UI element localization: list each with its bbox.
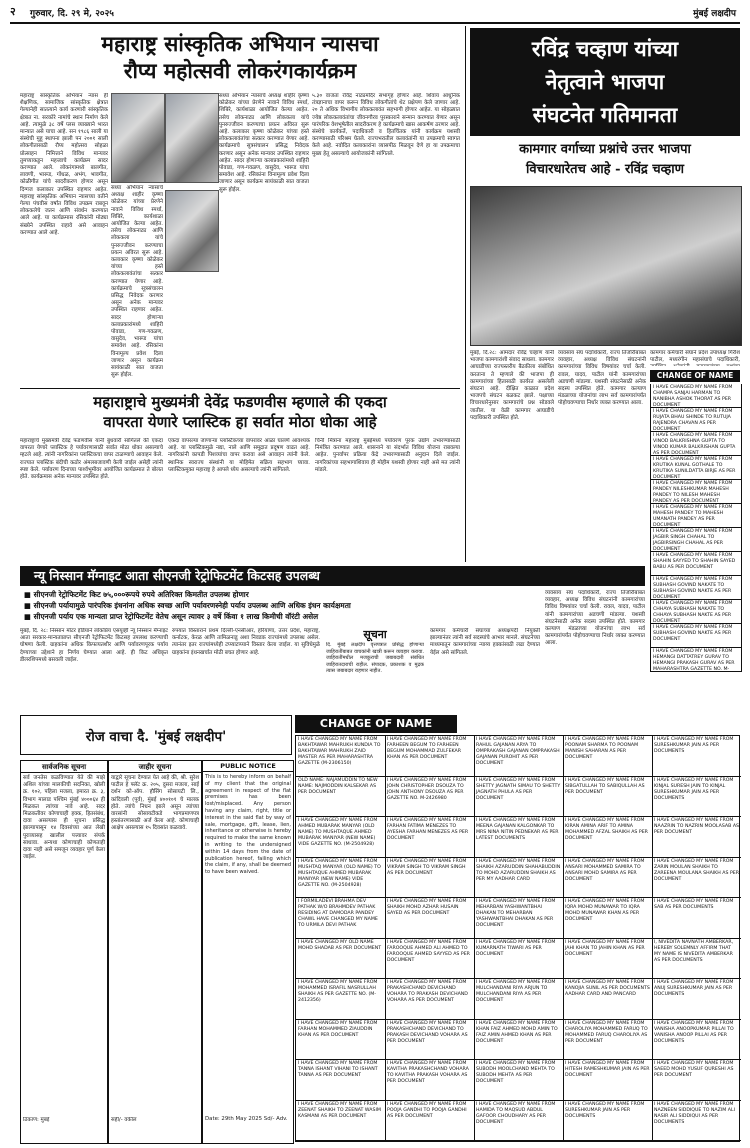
change-of-name-entry: I HAVE CHANGED MY NAME FROM HAMIDA TO MAQSUD ABDUL GAFOOR CHOUDHARY AS PER DOCUMENT	[474, 1101, 563, 1142]
notice-box: सूचना दि. मुंबई लक्षदीप वृत्तपत्रात प्रसिद्ध होणाऱ्या जाहिरातींबाबत वाचकांनी खात्री करून व्यवहार करावा. जाहिरातींमधील मजकुराची जबाबदारी संबंधित जाहिरातदाराची राहील. संपादक, प्रकाशक व मुद्रक त्यास जबाबदार राहणार नाहीत.	[326, 628, 424, 675]
change-of-name-entry: I HAVE CHANGED MY NAME FROM JAHI KHAN TO JAHIN KHAN AS PER DOCUMENT	[563, 939, 652, 980]
change-of-name-entry: I HAVE CHANGED MY NAME FROM SURESHKUMAR JAIN AS PER DOCUMENTS	[652, 736, 741, 777]
article4-col2: रुपयात विस्ताराने प्रथम दिल्ली-एनसीआर, हरियाणा, उत्तर प्रदेश, महाराष्ट्र, कर्नाटक, केरळ आणि तामिळनाडू अशा निवडक राज्यांमध्ये उपलब्ध असेल. त्यानंतर इतर राज्यांमध्येही टप्प्याटप्प्याने विस्तार केला जाईल. या सुविधेमुळे ग्राहकांना इंधनखर्चात मोठी बचत होणार आहे.	[172, 628, 320, 656]
article1-col3: ५.३० वाजता रविंद्र नाट्यमंदिर सभागृह होणार आहे. शिवाय आधुनिक तंत्रज्ञानाचा वापर करून विविध लोकगीतांचे थेट प्रक्षेपण केले जाणार आहे. २० ते अधिक विभागीय लोककलावंत सहभागी होणार आहेत. या सोहळ्यात ज्येष्ठ लोककलावंतांचा जीवनगौरव पुरस्काराने सन्मान करण्यात येणार असून पारंपरिक वेशभूषेतील सादरीकरण हे कार्यक्रमाचे खास आकर्षण ठरणार आहे. संस्थेचे कार्यकर्ते, पदाधिकारी व हितचिंतक यांनी कार्यक्रम यशस्वी करण्यासाठी परिश्रम घेतले. राज्यभरातील कलावंतांनी या उपक्रमाचे स्वागत केले आहे. नवोदित कलाकारांना व्यासपीठ मिळवून देणे हा या उपक्रमाचा मुख्य हेतू असल्याचे आयोजकांनी सांगितले.	[312, 93, 460, 157]
article1-col2a: सध्या अभियान न्यासाचे अध्यक्ष शाहीर कृष्णा कोळेकर यांच्या प्रेरणेने नावाने विविध स्पर्धा, शिबिरे, कार्यशाळा आयोजित केल्या आहेत. तसेच लोकनाट्य आणि लोककला यांचे पुनरुज्जीवन करण्याचा प्रयत्न अविरत सुरू आहे. कलाकार कृष्णा कोळेकर यांच्या हस्ते लोककलावंतांचा सत्कार करण्यात येणार आहे. कार्यक्रमाचे सूत्रसंचालन प्रसिद्ध निवेदक करणार असून अनेक मान्यवर उपस्थित राहणार आहेत. सादर होणाऱ्या कलाप्रकारांमध्ये शाहिरी पोवाडा, गण-गवळण, वासुदेव, भारूड यांचा समावेश आहे. रसिकांना विनामूल्य प्रवेश दिला जाणार असून कार्यक्रम सायंकाळी सात वाजता सुरू होईल.	[111, 185, 163, 379]
change-of-name-entry: I HAVE CHANGED MY NAME FROM MUSHTAQ MANYAR (OLD NAME) TO MUSHTAQUE AHMED MUBARAK MANIYAR (NEW NAME) VIDE GAZETTE NO. (M-2504928)	[296, 858, 385, 899]
change-of-name-entry: I HAVE CHANGED MY NAME FROM VINOD BALKRISHNA GUPTA TO VINOD KUMAR BALKRISHAN GUPTA AS PER DOCUMENT	[651, 432, 741, 456]
change-of-name-entry: I HAVE CHANGED MY NAME FROM ZARIN MOULAN SHAIKH TO ZAREENA MOULANA SHAIKH AS PER DOCUMENT	[652, 858, 741, 899]
person-photo	[165, 93, 219, 183]
change-of-name-entry: I HAVE CHANGED MY NAME FROM FAROOQUE AHMED ALI AHMED TO FAROOQUE AHMED SAYYED AS PER DOCUMENT	[385, 939, 474, 980]
change-of-name-entry: I HAVE CHANGED MY NAME FROM NAAZRIN TO NAZRIN MOOLASAB AS PER DOCUMENT	[652, 817, 741, 858]
article2-subheadline: कामगार वर्गाच्या प्रश्नांचे उत्तर भाजपा विचारधारेतच आहे - रविंद्र चव्हाण	[519, 142, 691, 177]
change-of-name-entry: I HAVE CHANGED MY NAME FROM ZEENAT SHAIKH TO ZEENAT WASIM KASMANI AS PER DOCUMENT	[296, 1101, 385, 1142]
change-of-name-entry: I HAVE CHANGED MY NAME FROM RAHUL GAJANAN ARYA TO OMPRAKASH GAJANAN OMPRAKASH GAJANAN PUROHIT AS PER DOCUMENT	[474, 736, 563, 777]
change-of-name-entry: I HAVE CHANGED MY NAME FROM KINJAL SURESH JAIN TO KINJAL SURESHKUMAR JAIN AS PER DOCUMENTS	[652, 777, 741, 818]
change-of-name-entry: I HAVE CHANGED MY NAME FROM JOHN CHRISTOPHER DSOUZA TO JOHN ANTHONY DSOUZA AS PER GAZETTE NO. M-2426980	[385, 777, 474, 818]
change-of-name-entry: I HAVE CHANGED MY NAME FROM FARHAN FATIMA MENEZES TO AYESHA FARHAN MENEZES AS PER DOCUMENT	[385, 817, 474, 858]
change-of-name-entry: I HAVE CHANGED MY NAME FROM AHMED MUBARAK MANYAR (OLD NAME) TO MUSHTAQUE AHMED MUBARAK MANIYAR (NEW NAME) VIDE GAZETTE NO. (M-2504928)	[296, 817, 385, 858]
issue-date: गुरुवार, दि. २९ मे, २०२५	[30, 9, 114, 19]
change-of-name-entry: I HAVE CHANGED MY NAME FROM SUBODH MOOLCHAND MEHTA TO SUBODH MEHTA AS PER DOCUMENT	[474, 1060, 563, 1101]
change-of-name-entry: I HAVE CHANGED MY NAME FROM SHETTY JAGNATH SIMAU TO SHETTY JAGNATH PHULA AS PER DOCUMENT	[474, 777, 563, 818]
change-of-name-entry: I HAVE CHANGED MY NAME FROM SURESHKUMAR JAIN AS PER DOCUMENTS	[563, 1101, 652, 1142]
change-of-name-heading: CHANGE OF NAME	[650, 370, 740, 382]
change-of-name-entry: I HAVE CHANGED MY NAME FROM TANNA ISHANT VIHANI TO ISHANT TANNA AS PER DOCUMENT	[296, 1060, 385, 1101]
change-of-name-entry: I HAVE CHANGED MY NAME FROM MULCHANDANI RIYA ARJUN TO MULCHANDANI RIYA AS PER DOCUMENT	[474, 979, 563, 1020]
change-of-name-entry: I HAVE CHANGED MY NAME FROM IQRA MOHD MUNAWAR TO IQRA MOHD MUNAWAR KHAN AS PER DOCUMENT	[563, 898, 652, 939]
change-of-name-entry: I HAVE CHANGED MY NAME FROM SUBHASH GOVIND NAKTE AS PER DOCUMENT	[651, 624, 741, 648]
change-of-name-column	[385, 736, 475, 1141]
person-photo	[165, 190, 219, 272]
change-of-name-entry: I HAVE CHANGED MY OLD NAME MOHD SHADAB AS PER DOCUMENT	[296, 939, 385, 980]
page-number: २	[10, 5, 16, 18]
article1-col1: महाराष्ट्र सांस्कृतिक अभियान न्यास ही शैक्षणिक, सामाजिक सांस्कृतिक क्षेत्रात गेल्यानेही सातत्याने कार्य करणारी सांस्कृतिक क्षेत्रात ना. सरकोरे नामांचे स्थान निर्माण केले आहे. त्यामुळे ३८ वर्षे प्लस व्याख्याने भारत मान्यात असे याचा आहे. सन १९८६ साली या संस्थेची मुहू स्थापना झाली पन २००१ साली लोकगीतासाठी रौप्य महोत्सव सोहळा प्रोत्साहन निमित्ताने विविध मान्यवर तुमच्याकडून महत्त्वाचे कार्यक्रम सादर करण्यात आले. लोकरंगामध्ये बालगीत, लावणी, भारूड, गोंधळ, अभंग, भावगीत, कोळीगीत यांचे सादरीकरण होणार असून दिग्गज कलाकार उपस्थित राहणार आहेत. महाराष्ट्र सांस्कृतिक अभियान न्यासच्या वतीने गेल्या पंचवीस वर्षांत विविध उपक्रम राबवून लोककलेचे जतन आणि संवर्धन करण्यात आले आहे. या कार्यक्रमास रसिकांनी मोठ्या संख्येने उपस्थित राहावे असे आवाहन करण्यात आले आहे.	[20, 93, 108, 236]
article1-col2b: सध्या अभियान न्यासाचे अध्यक्ष शाहीर कृष्णा कोळेकर यांच्या प्रेरणेने नावाने विविध स्पर्धा, शिबिरे, कार्यशाळा आयोजित केल्या आहेत. तसेच लोकनाट्य आणि लोककला यांचे पुनरुज्जीवन करण्याचा प्रयत्न अविरत सुरू आहे. कलाकार कृष्णा कोळेकर यांच्या हस्ते लोककलावंतांचा सत्कार करण्यात येणार आहे. कार्यक्रमाचे सूत्रसंचालन प्रसिद्ध निवेदक करणार असून अनेक मान्यवर उपस्थित राहणार आहेत. सादर होणाऱ्या कलाप्रकारांमध्ये शाहिरी पोवाडा, गण-गवळण, वासुदेव, भारूड यांचा समावेश आहे. रसिकांना विनामूल्य प्रवेश दिला जाणार असून कार्यक्रम सायंकाळी सात वाजता सुरू होईल.	[219, 93, 309, 193]
change-of-name-entry: I HAVE CHANGED MY NAME FROM SAEED MOHD YUSUF QURESHI AS PER DOCUMENT	[652, 1060, 741, 1101]
section-divider	[20, 388, 460, 389]
change-of-name-entry: I HAVE CHANGED MY NAME FROM SHAHIN SAYYED TO SHAHIN SAYED BABU AS PER DOCUMENT	[651, 552, 741, 576]
change-of-name-entry: I HAVE CHANGED MY NAME FROM ANUJ SURESHKUMAR JAIN AS PER DOCUMENTS	[652, 979, 741, 1020]
change-of-name-entry: I HAVE CHANGED MY NAME FROM BAKHTAWAR MAHRUKH KUNDIA TO BAKHTAWAR MAHRUKH ZAID MASTER AS PER MAHARASHTRA GAZETTE (M-2306150)	[296, 736, 385, 777]
article3-col2: एकदा वापरल्या जाणाऱ्या प्लास्टिकच्या वापरावर आळा घालणे आवश्यक आहे. या प्लास्टिकमुळे नद्या, नाले आणि समुद्रात प्रदूषण वाढत आहे. नागरिकांनी कापडी पिशव्यांचा वापर करावा असे आवाहन त्यांनी केले. स्थानिक स्वराज्य संस्थांनी या मोहिमेत सक्रिय सहभाग घ्यावा. प्लास्टिकमुक्त महाराष्ट्र हे आपले ध्येय असल्याचे त्यांनी सांगितले.	[168, 438, 310, 473]
change-of-name-entry: I HAVE CHANGED MY NAME FROM HITESH RAMESHKUMAR JAIN AS PER DOCUMENT	[563, 1060, 652, 1101]
change-of-name-entry: I FORMILADEVI BRAHMA DEV PATHAK W/O BRAHMDEV PATHAK RESIDING AT DAMODAR PANDEY CHAWL HAVE CHANGED MY NAME TO URMILA DEVI PATHAK	[296, 898, 385, 939]
change-of-name-entry: I HAVE CHANGED MY NAME FROM PANDEY NILESHKUMAR MAHESH PANDEY TO NILESH MAHESH PANDEY AS PER DOCUMENT	[651, 480, 741, 504]
article3-col1: महाराष्ट्राचे मुख्यमंत्री देवेंद्र फडणवीस यांनी बुधवारी सांगितले की एकदा वापरता येणारे प्लास्टिक हे पर्यावरणासाठी सर्वात मोठा धोका असल्याचे म्हटले आहे. त्यांनी नागरिकांना प्लास्टिकचा वापर टाळण्याचे आवाहन केले. राज्यात प्लास्टिक बंदीची कठोर अंमलबजावणी केली जाईल असेही त्यांनी स्पष्ट केले. पर्यावरण दिनाच्या पार्श्वभूमीवर आयोजित कार्यक्रमात ते बोलत होते. कार्यक्रमास अनेक मान्यवर उपस्थित होते.	[20, 438, 163, 481]
change-of-name-column	[474, 736, 564, 1141]
article4-col5: व्यवसाय संघ पदाधिकारी, राज्य तिजोरीबाबत व्यवहार, अध्यक्ष विविध संघटनांनी कामगारांच्या विविध विषयांवर चर्चा केली. रावल, यादव, पाटील यांनी कामगारांच्या अडचणी मांडल्या. यशस्वी संघटनेसाठी अनेक सदस्य उपस्थित होते. कामगार कल्याण मंडळाच्या योजनांचा लाभ सर्व कामगारांपर्यंत पोहोचवण्याचा निर्धार व्यक्त करण्यात आला.	[545, 590, 645, 647]
article4-col1: मुंबई, दि. २८: निस्सान मोटर इंडियाने लोकप्रिय एसयूव्ही न्यू निस्सान मॅग्नाइट आता सरकार-मान्यताप्राप्त सीएनजी रेट्रोफिटमेंट किटसह उपलब्ध करण्याची घोषणा केली. ग्राहकांना अधिक किफायतशीर आणि पर्यावरणपूरक पर्याय देण्याच्या उद्देशाने हा निर्णय घेण्यात आला आहे. ही किट अधिकृत डीलरशिपमध्ये बसवली जाईल.	[20, 628, 168, 663]
change-of-name-entry: I HAVE CHANGED MY NAME FROM PRAKASHCHAND DEVICHAND VOHARA TO PRAKASH DEVICHAND VOHARA AS PER DOCUMENT	[385, 979, 474, 1020]
event-photo	[470, 186, 742, 346]
change-of-name-list	[650, 384, 742, 672]
read-daily-ad: रोज वाचा दै. 'मुंबई लक्षदीप'	[20, 715, 292, 755]
change-of-name-entry: I HAVE CHANGED MY NAME FROM KIRAN AMINA ARIF TO AMINA MOHAMMED AFZAL SHAIKH AS PER DOCUMENT	[563, 817, 652, 858]
column-divider	[465, 26, 466, 562]
change-of-name-entry: I HAVE CHANGED MY NAME FROM MAHESH PANDEY TO MAHESH UMANATH PANDEY AS PER DOCUMENT	[651, 504, 741, 528]
change-of-name-entry: I HAVE CHANGED MY NAME FROM FARHAN MOHAMMED ZIAUDDIN KHAN AS PER DOCUMENT	[296, 1020, 385, 1061]
change-of-name-entry: I HAVE CHANGED MY NAME FROM KANOJIA SUNIL AS PER DOCUMENTS AADHAR CARD AND PANCARD	[563, 979, 652, 1020]
change-of-name-entry: I HAVE CHANGED MY NAME FROM KUMARNATH TIWARI AS PER DOCUMENT	[474, 939, 563, 980]
change-of-name-entry: I HAVE CHANGED MY NAME FROM MOHAMMED ISRAFIL NASRULLAH SHAIKH AS PER GAZETTE NO. (M-2412356)	[296, 979, 385, 1020]
change-of-name-entry: I HAVE CHANGED MY NAME FROM POONAM SHARMA TO POONAM MANISH SAHARAN AS PER DOCUMENT	[563, 736, 652, 777]
public-notice-marathi-2: जाहीर सूचना याद्वारे सूचना देण्यात येत आहे की, श्री. सुरेश पाटील हे फ्लॅट क्र. २०५, दुसरा मजला, साई दर्शन को-ऑप. हौसिंग सोसायटी लि., कांदिवली (पूर्व), मुंबई ४००१०१ चे मालक होते. त्यांचे निधन झाले असून त्यांच्या वारसांनी सोसायटीकडे भागप्रमाणपत्र हस्तांतरणासाठी अर्ज केला आहे. कोणाचाही आक्षेप असल्यास १५ दिवसांत कळवावे. सही/- वकील	[108, 760, 202, 1144]
change-of-name-grid	[295, 735, 740, 1142]
public-notice-english: PUBLIC NOTICE This is to hereby inform on behalf of my client that the original agreement in respect of the flat premises has been lost/misplaced. Any person having any claim, right, title or interest in the said flat by way of sale, mortgage, gift, lease, lien, inheritance or otherwise is hereby required to make the same known in writing to the undersigned within 14 days from the date of publication hereof, failing which the claim, if any, shall be deemed to have been waived. Date: 29th May 2025 Sd/- Adv.	[202, 760, 294, 1144]
article1-headline: महाराष्ट्र सांस्कृतिक अभियान न्यासचा रौप्य महोत्सवी लोकरंगकार्यक्रम	[101, 31, 379, 83]
article2-headline: रविंद्र चव्हाण यांच्या नेतृत्वाने भाजपा संघटनेत गतिमानता	[470, 28, 740, 136]
article3-headline: महाराष्ट्राचे मुख्यमंत्री देवेंद्र फडणवीस म्हणाले की एकदा वापरता येणारे प्लास्टिक हा सर्वात मोठा धोका आहे	[93, 393, 387, 431]
bullet-item: ■ सीएनजी रेट्रोफिटमेंट किट ७५,०००रूपये रुपये अतिरिक्त किमतीत उपलब्ध होणार	[24, 590, 249, 599]
change-of-name-title: CHANGE OF NAME	[295, 715, 457, 733]
public-notice-marathi: सार्वजनिक सूचना सर्व जनतेस कळविण्यात येते की माझे अशिल यांच्या मालकीची सदनिका, खोली क्र. १०२, पहिला मजला, इमारत क्र. ३, विभाग मालाड पश्चिम मुंबई ४०००६४ ही मिळकत त्यांच्या नावे आहे. सदर मिळकतीवर कोणाचाही हक्क, हितसंबंध, दावा असल्यास ही सूचना प्रसिद्ध झाल्यापासून १४ दिवसांच्या आत लेखी पुराव्यासह खालील पत्त्यावर संपर्क साधावा. अन्यथा कोणाचाही कोणताही दावा नाही असे समजून व्यवहार पूर्ण केला जाईल. ठिकाण: मुंबई	[20, 760, 108, 1144]
change-of-name-entry: I HAVE CHANGED MY NAME FROM PRAKASHCHAND DEVICHAND TO PRAKASH DEVICHAND VOHARA AS PER DOCUMENT	[385, 1020, 474, 1061]
change-of-name-entry: I HAVE CHANGED MY NAME FROM KHAN FAIZ AHMED MOHD AMIN TO FAIZ AMIN AHMED KHAN AS PER DOCUMENT	[474, 1020, 563, 1061]
change-of-name-entry: I HAVE CHANGED MY NAME FROM CHHAYA SUBHASH NAKATE TO CHHAYA SUBHASH NAKTE AS PER DOCUMENT	[651, 600, 741, 624]
change-of-name-entry: I HAVE CHANGED MY NAME FROM KAVITHA PRAKASHCHAND VOHARA TO KAVITHA PRAKASH VOHARA AS PER DOCUMENT	[385, 1060, 474, 1101]
article2-col1: मुंबई, दि.२८: आमदार रविंद्र चव्हाण यांनी भाजपा कामगारांशी संवाद साधला. कामगार आघाडीच्या राज्यस्तरीय बैठकीला संबोधित करताना ते म्हणाले की भाजपा ही कामगारांच्या हितासाठी कार्यरत असलेली संघटना आहे. दीक्षित काळात प्रदेश भाजपचे संघटन बळकट झाले. पक्षाच्या विचारधारेनुसार कामगारांचे प्रश्न सोडवले जातील. या वेळी कामगार आघाडीचे पदाधिकारी उपस्थित होते.	[470, 350, 554, 421]
change-of-name-entry: I HAVE CHANGED MY NAME FROM HEMANGI DATTATREY GURAV TO HEMANGI PRAKASH GURAV AS PER MAHARASHTRA GAZETTE NO. M-	[651, 648, 741, 672]
change-of-name-column	[296, 736, 386, 1141]
page-header	[10, 2, 740, 24]
change-of-name-entry: I HAVE CHANGED MY NAME FROM KRUTIKA KUNAL GOTHALE TO KRUTIKA SUNILDATTA BIRJE AS PER DOCUMENT	[651, 456, 741, 480]
article4-col4: कामगार कर्मचारी संघाच्या अध्यक्षपदी नियुक्ती झाल्यानंतर त्यांनी सर्व सदस्यांचे आभार मानले. संघटनेच्या माध्यमातून कामगारांच्या न्याय्य हक्कांसाठी लढा देण्यात येईल असे सांगितले.	[430, 628, 540, 656]
change-of-name-entry: I HAVE CHANGED MY NAME FROM MEHARBAN YASHWANTBHAI DHAKAN TO MEHARBAN YASHWANTBHAI DHAKAN AS PER DOCUMENT	[474, 898, 563, 939]
masthead: मुंबई लक्षदीप	[693, 9, 736, 19]
bullet-item: ■ सीएनजी पर्याय एक मान्यता प्राप्त रेट्रोफिटमेंट वेतेच असून त्यावर ३ वर्षे किंवा १ लाख किमीची वॉरंटी असेल	[24, 612, 319, 621]
article2-col2: व्यवसाय संघ पदाधिकारी, राज्य तिजोरीबाबत व्यवहार, अध्यक्ष विविध संघटनांनी कामगारांच्या विविध विषयांवर चर्चा केली. रावल, यादव, पाटील यांनी कामगारांच्या अडचणी मांडल्या. यशस्वी संघटनेसाठी अनेक सदस्य उपस्थित होते. कामगार कल्याण मंडळाच्या योजनांचा लाभ सर्व कामगारांपर्यंत पोहोचवण्याचा निर्धार व्यक्त करण्यात आला.	[558, 350, 646, 407]
change-of-name-entry: I HAVE CHANGED MY NAME FROM CHAROLIYA MOHAMMED FARUQ TO MOHAMMED FARUQ CHAROLIYA AS PER DOCUMENT	[563, 1020, 652, 1061]
change-of-name-entry: I HAVE CHANGED MY NAME FROM VIKRAM SINGH TO VIKRAM SINGH AS PER DOCUMENT	[385, 858, 474, 899]
bullet-item: ■ सीएनजी पर्यायामुळे पारंपरिक इंधनांना अधिक स्वच्छ आणि पर्यावरणस्नेही पर्याय उपलब्ध आणि अधिक इंधन कार्यक्षमता	[24, 601, 351, 610]
change-of-name-entry: I HAVE CHANGED MY NAME FROM JAGBIR SINGH CHAHAL TO JAGBIRSINGH CHAHAL AS PER DOCUMENT	[651, 528, 741, 552]
article4-headline: न्यू निस्सान मॅग्नाइट आता सीएनजी रेट्रोफिटमेंट किटसह उपलब्ध	[20, 566, 645, 586]
change-of-name-entry: I HAVE CHANGED MY NAME FROM SHAIKH MOHD AZHAR HUSAIN SAYED AS PER DOCUMENT	[385, 898, 474, 939]
change-of-name-entry: I, NIVEDITA NAVNATH AMBERKAR, HEREBY SOLEMNLY AFFIRM THAT MY NAME IS NIVEDITA AMBERKAR AS PER DOCUMENTS	[652, 939, 741, 980]
person-photo	[111, 93, 165, 183]
change-of-name-entry: I HAVE CHANGED MY NAME FROM CHAMPA SANJAI HARMAN TO NANIBHA ASHOK THORAT AS PER DOCUMENT	[651, 384, 741, 408]
change-of-name-entry: I HAVE CHANGED MY NAME FROM FARHEEN BEGUM TO FARHEEN BEGUM MOHAMMAD ZULFEKAR KHAN AS PER DOCUMENT	[385, 736, 474, 777]
change-of-name-entry: I HAVE CHANGED MY NAME FROM ANSARI MOHAMMED SAMIRA TO ANSARI MOHD SAMIRA AS PER DOCUMENT	[563, 858, 652, 899]
article3-col3: चिनी मित्रांना महाराष्ट्र मुंबईमध्ये पर्यावरण पूरक उद्योग उभारण्यासाठी निमंत्रित करण्यात आले. शासनाने या संदर्भात विविध योजना राबवल्या आहेत. पुनर्वापर प्रक्रिया केंद्रे उभारण्यासाठी अनुदान दिले जाईल. नागरिकांच्या सहभागाशिवाय ही मोहीम यशस्वी होणार नाही असे मत त्यांनी मांडले.	[315, 438, 460, 473]
change-of-name-entry: I HAVE CHANGED MY NAME FROM SHAIKH AZARUDDIN SHAHABUDDIN TO MOHD AZARUDDIN SHAIKH AS PER MY AADHAR CARD	[474, 858, 563, 899]
change-of-name-entry: I HAVE CHANGED MY NAME FROM SIBGATULLAH TO SABIQULLAH AS PER DOCUMENT	[563, 777, 652, 818]
article2-col3: कामगार कर्मचारी संघाने प्रदेश उपाध्यक्ष गिरीश पाटील, मध्यरंगीन महासंघाचे पदाधिकारी,	[650, 350, 740, 364]
change-of-name-entry: I HAVE CHANGED MY NAME FROM POOJA GANDHI TO POOJA GANDHI AS PER DOCUMENT	[385, 1101, 474, 1142]
change-of-name-entry: I HAVE CHANGED MY NAME FROM MEENA GAJANAN KALGONKAR TO MRS NINA NITIN PEDNEKAR AS PER LATEST DOCUMENTS	[474, 817, 563, 858]
change-of-name-column	[563, 736, 653, 1141]
change-of-name-entry: I HAVE CHANGED MY NAME FROM SUBHASH GOVIND NAKATE TO SUBHASH GOVIND NAKTE AS PER DOCUMENT	[651, 576, 741, 600]
change-of-name-grid-top	[459, 715, 740, 735]
change-of-name-entry: OLD NAME: NAJAMUDDIN TO NEW NAME: NAJMODDIN KALSEKAR AS PER DOCUMENT	[296, 777, 385, 818]
change-of-name-entry: I HAVE CHANGED MY NAME FROM RUJATA BHAU SHINDE TO RUTUJA RAJENDRA CHAVAN AS PER DOCUMENT	[651, 408, 741, 432]
change-of-name-entry: I HAVE CHANGED MY NAME FROM NAZNEEN SIDDIQUE TO NAZIM ALI NASIR ALI SIDDIQUI AS PER DOCUMENTS	[652, 1101, 741, 1142]
change-of-name-entry: I HAVE CHANGED MY NAME FROM VANISHA ANOOPKUMAR PILLAI TO VANISHA ANOOP PILLAI AS PER DOCUMENTS	[652, 1020, 741, 1061]
change-of-name-entry: I HAVE CHANGED MY NAME FROM SAB AS PER DOCUMENTS	[652, 898, 741, 939]
change-of-name-column	[652, 736, 741, 1141]
